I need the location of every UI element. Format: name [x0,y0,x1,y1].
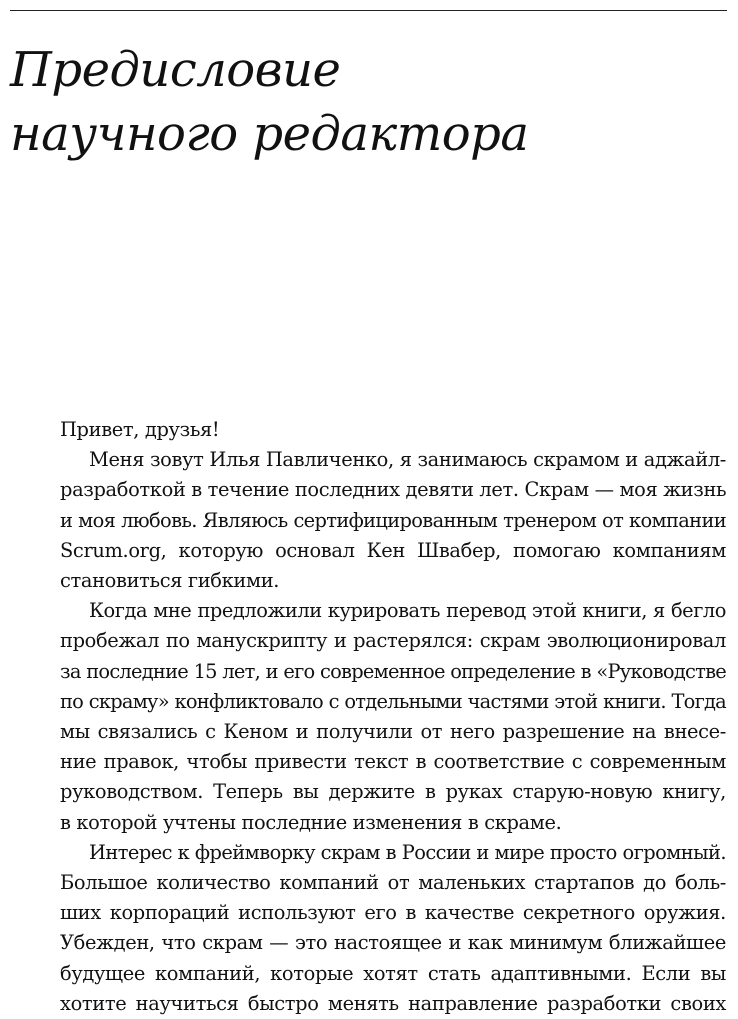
paragraph-line: Интерес к фреймворку скрам в России и мире просто огромный. [89,840,726,864]
paragraph-line: пробежал по манускрипту и растерялся: скрам эволюционировал [60,629,726,653]
paragraph-line: мы связались с Кеном и получили от него разрешение на внесе- [60,720,726,744]
paragraph-line: по скраму» конфликтовало с отдельными частями этой книги. Тогда [60,689,726,713]
paragraph-line: ние правок, чтобы привести текст в соответствие с современным [60,750,726,774]
paragraph-line: за последние 15 лет, и его современное определение в «Руководстве [60,659,726,683]
paragraph-line: ших корпораций используют его в качестве секретного оружия. [60,901,726,925]
paragraph-line: Большое количество компаний от маленьких стартапов до боль- [60,871,726,895]
paragraph-line: Меня зовут Илья Павличенко, я занимаюсь скрамом и аджайл- [89,448,726,472]
body-text [60,415,726,1019]
paragraph-line: Когда мне предложили курировать перевод этой книги, я бегло [89,599,726,623]
paragraph-line: Убежден, что скрам — это настоящее и как минимум ближайшее [60,931,726,955]
paragraph-line: в которой учтены последние изменения в скраме. [60,810,562,834]
top-rule [10,10,727,11]
chapter-title-line-1: Предисловие [10,42,341,98]
chapter-title [10,38,710,166]
paragraph-2 [60,596,726,838]
paragraph-line: Scrum.org, которую основал Кен Швабер, помогаю компаниям [60,538,726,562]
paragraph-line: хотите научиться быстро менять направление разработки своих [60,991,726,1015]
paragraph-1 [60,445,726,596]
paragraph-line: становиться гибкими. [60,569,280,593]
greeting-line: Привет, друзья! [60,418,220,441]
paragraph-line: и моя любовь. Являюсь сертифицированным тренером от компании [60,508,726,532]
paragraph-3 [60,838,726,1019]
paragraph-line: будущее компаний, которые хотят стать адаптивными. Если вы [60,961,726,985]
paragraph-line: разработкой в течение последних девяти лет. Скрам — моя жизнь [60,478,727,502]
paragraph-line: руководством. Теперь вы держите в руках старую-новую книгу, [60,780,726,804]
chapter-title-line-2: научного редактора [10,106,529,162]
